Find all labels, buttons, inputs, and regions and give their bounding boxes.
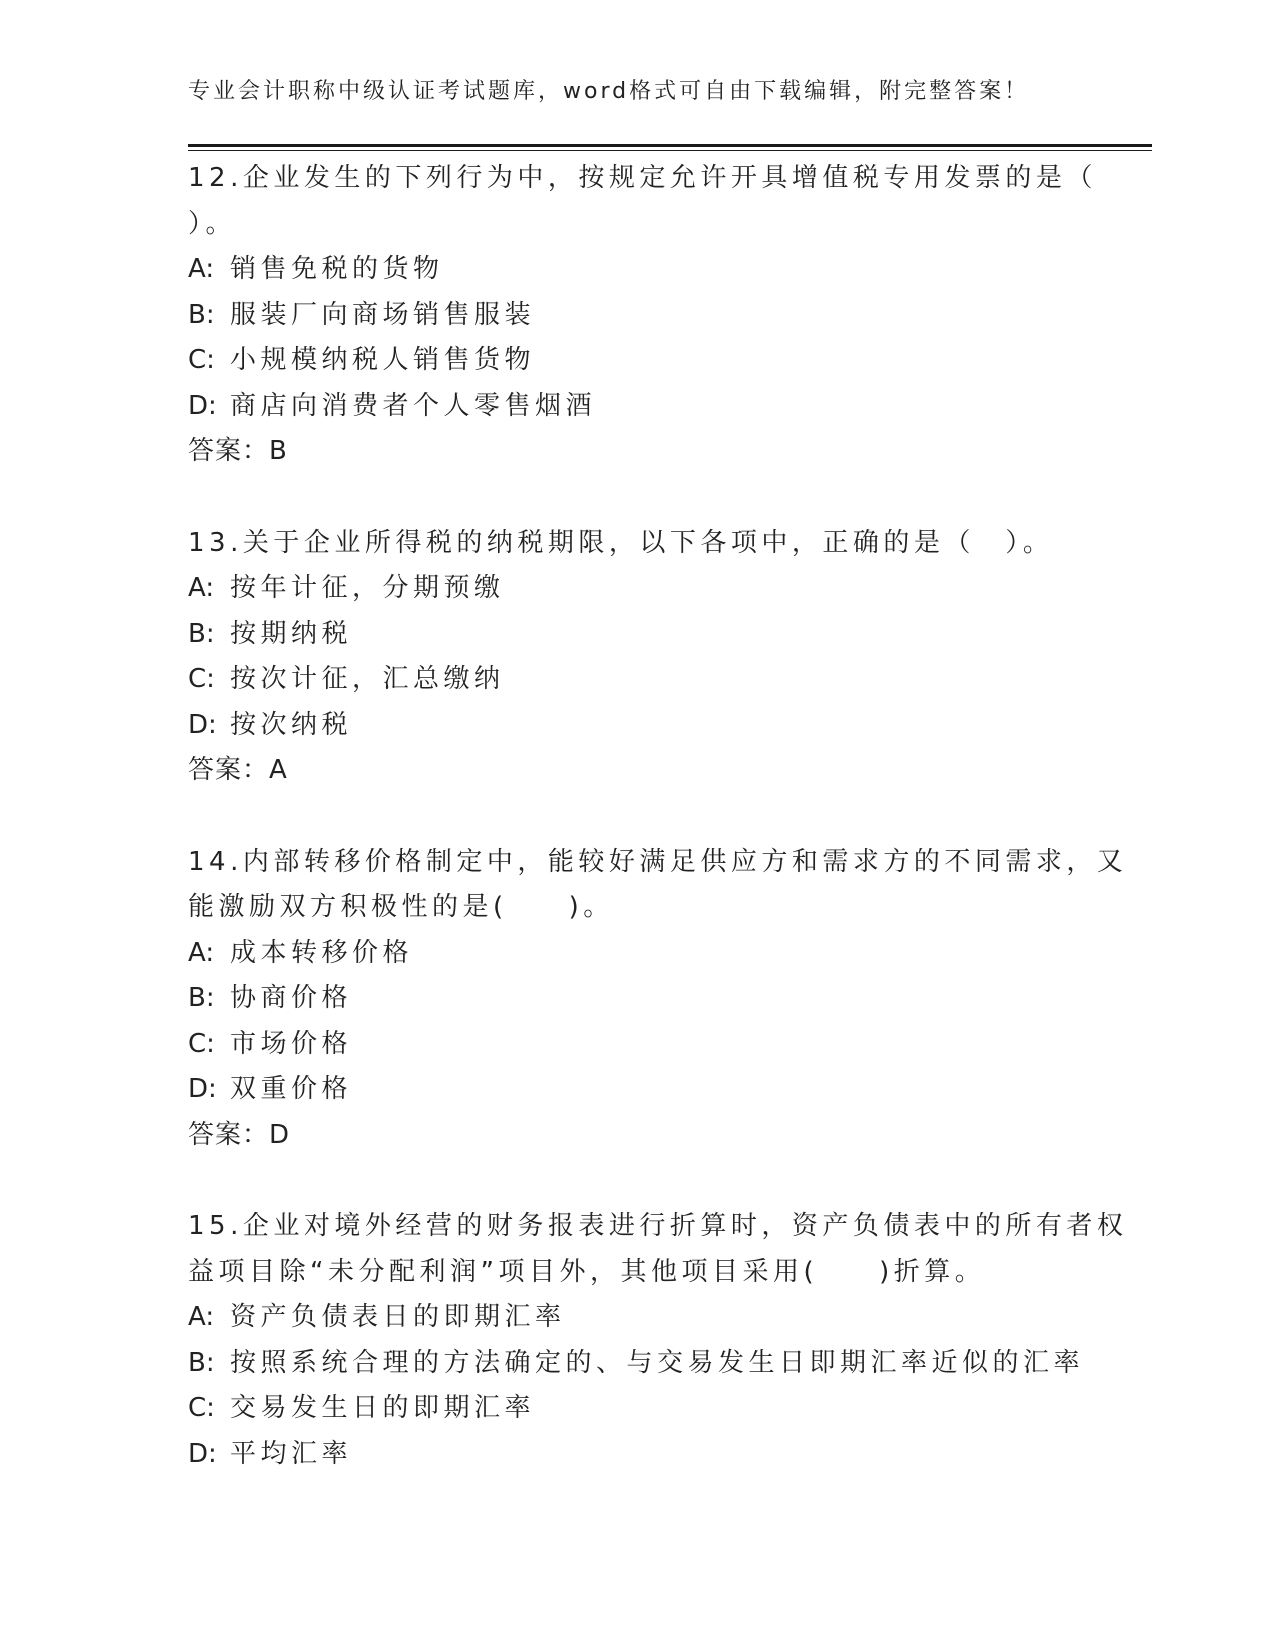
option-b: [188, 1341, 1108, 1387]
option-b: [188, 293, 1108, 339]
question-stem: [188, 840, 1128, 931]
answer-line: 答案：A: [188, 755, 288, 785]
option-letter: B:: [188, 618, 215, 649]
option-c: [188, 657, 1108, 703]
stem-line: 14.内部转移价格制定中，能较好满足供应方和需求方的不同需求，又: [188, 846, 1128, 877]
answer-line: 答案：D: [188, 1119, 291, 1150]
stem-line: 15.企业对境外经营的财务报表进行折算时，资产负债表中的所有者权: [188, 1211, 1128, 1241]
option-letter: D:: [188, 1074, 217, 1104]
option-d: [188, 1067, 1108, 1113]
option-letter: C:: [188, 664, 215, 694]
option-letter: D:: [188, 1438, 217, 1469]
option-text: 商店向消费者个人零售烟酒: [230, 390, 597, 421]
option-letter: D:: [188, 390, 217, 421]
header-rule-thick: [188, 144, 1152, 147]
question-stem: [188, 156, 1108, 247]
stem-line: 12.企业发生的下列行为中，按规定允许开具增值税专用发票的是（: [188, 163, 1097, 193]
option-a: [188, 1295, 1108, 1341]
option-text: 按次计征，汇总缴纳: [230, 664, 505, 694]
stem-line: ）。: [188, 208, 237, 239]
question-stem: [188, 1204, 1128, 1295]
option-a: [188, 931, 1108, 977]
option-letter: C:: [188, 1028, 215, 1059]
option-c: [188, 338, 1108, 384]
question-12: [188, 156, 1108, 475]
stem-line: 益项目除“未分配利润”项目外，其他项目采用( )折算。: [188, 1256, 986, 1287]
option-a: [188, 247, 1108, 293]
option-text: 小规模纳税人销售货物: [230, 345, 536, 375]
question-13: [188, 521, 1108, 794]
option-text: 交易发生日的即期汇率: [230, 1393, 536, 1423]
option-text: 协商价格: [230, 983, 353, 1013]
option-letter: B:: [188, 299, 215, 330]
option-letter: A:: [188, 937, 215, 968]
option-letter: C:: [188, 1393, 215, 1423]
option-d: [188, 703, 1108, 749]
header-rule-thin: [188, 150, 1152, 151]
option-text: 销售免税的货物: [230, 254, 444, 284]
option-text: 按期纳税: [230, 618, 353, 649]
option-c: [188, 1022, 1108, 1068]
option-c: [188, 1386, 1108, 1432]
answer-line: 答案：B: [188, 436, 288, 466]
option-text: 资产负债表日的即期汇率: [230, 1302, 566, 1332]
option-text: 成本转移价格: [230, 937, 414, 968]
stem-line: 13.关于企业所得税的纳税期限，以下各项中，正确的是（ ）。: [188, 527, 1054, 558]
option-text: 按年计征，分期预缴: [230, 573, 505, 603]
option-text: 按次纳税: [230, 709, 353, 740]
option-letter: A:: [188, 1302, 215, 1332]
option-text: 市场价格: [230, 1028, 353, 1059]
question-15: [188, 1204, 1128, 1477]
option-text: 平均汇率: [230, 1438, 353, 1469]
option-text: 双重价格: [230, 1074, 353, 1104]
option-letter: A:: [188, 573, 215, 603]
option-a: [188, 566, 1108, 612]
option-letter: D:: [188, 709, 217, 740]
option-d: [188, 1432, 1108, 1478]
page-header: 专业会计职称中级认证考试题库，word格式可自由下载编辑，附完整答案！: [188, 79, 1030, 104]
option-letter: B:: [188, 1347, 215, 1378]
option-letter: A:: [188, 254, 215, 284]
question-list: [188, 156, 1128, 1477]
option-text: 按照系统合理的方法确定的、与交易发生日即期汇率近似的汇率: [230, 1347, 1085, 1378]
option-b: [188, 612, 1108, 658]
option-b: [188, 976, 1108, 1022]
option-text: 服装厂向商场销售服装: [230, 299, 536, 330]
question-stem: [188, 521, 1108, 567]
option-d: [188, 384, 1108, 430]
option-letter: B:: [188, 983, 215, 1013]
question-14: [188, 840, 1128, 1159]
option-letter: C:: [188, 345, 215, 375]
stem-line: 能激励双方积极性的是( )。: [188, 892, 614, 922]
